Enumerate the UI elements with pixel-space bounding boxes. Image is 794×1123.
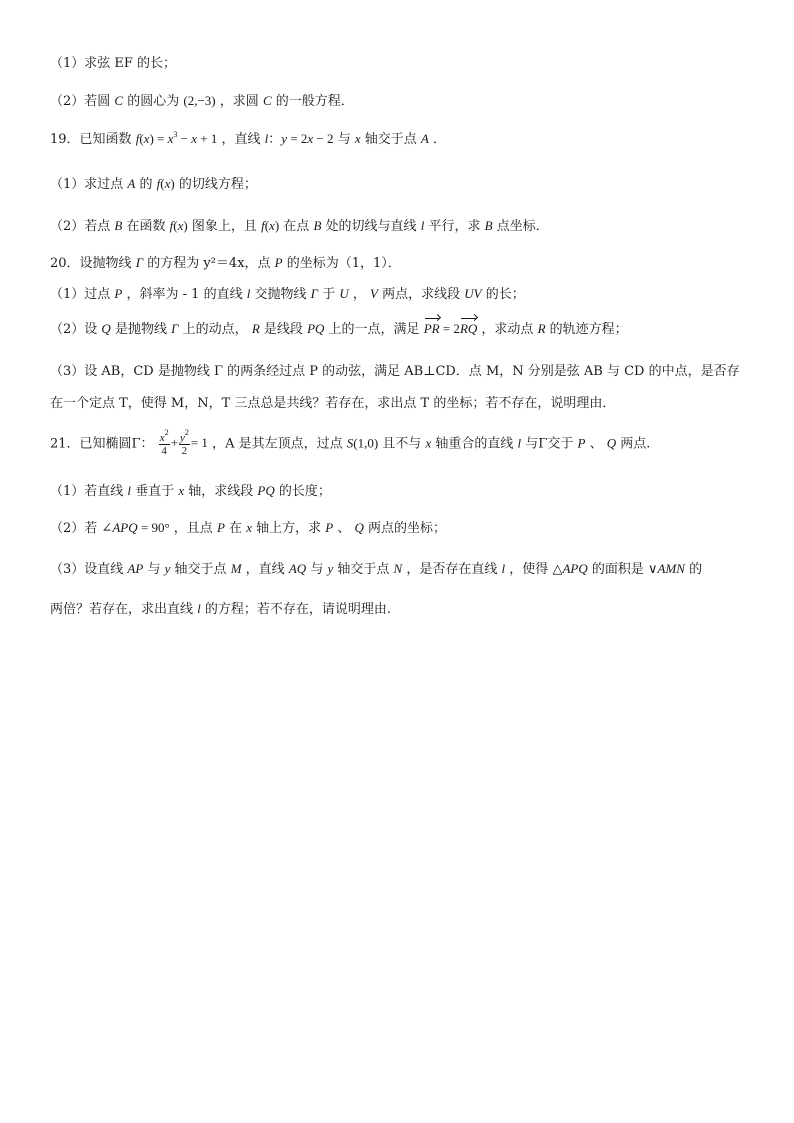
t: （2）若点 xyxy=(50,219,111,234)
q21-part2 xyxy=(50,519,750,538)
m: l xyxy=(127,483,132,498)
m: x xyxy=(425,435,432,451)
q18-part1-text: （1）求弦 EF 的长； xyxy=(50,56,177,71)
m: AQ xyxy=(288,561,307,576)
t: 、 xyxy=(337,521,351,536)
t: ，且点 xyxy=(173,521,213,536)
q21-part1 xyxy=(50,482,750,501)
t: 两点的坐标； xyxy=(368,521,447,536)
m: l xyxy=(197,601,201,616)
t: 20．设抛物线 xyxy=(50,256,132,271)
m: l xyxy=(501,561,506,576)
t: 的长度； xyxy=(278,484,331,499)
t: ，直线 xyxy=(245,562,285,577)
t: ，A 是其左顶点，过点 xyxy=(212,436,343,452)
m: x xyxy=(246,520,252,535)
q20-part2 xyxy=(50,320,750,339)
m: △APQ xyxy=(552,561,588,576)
t: 是线段 xyxy=(263,322,303,337)
t: 轴交于点 xyxy=(337,562,390,577)
m: A xyxy=(420,131,429,146)
m: l：y = 2x − 2 xyxy=(264,131,334,146)
t: 与Γ交于 xyxy=(525,436,574,452)
t: （1）求过点 xyxy=(50,177,124,192)
m: P xyxy=(114,286,123,301)
t: 两点，求线段 xyxy=(382,287,461,302)
t: 的方程为 y²＝4x，点 xyxy=(147,256,271,271)
q18-part2 xyxy=(50,92,750,111)
m: l xyxy=(246,286,251,301)
t: 轴上方，求 xyxy=(256,521,322,536)
t: ，斜率为 - 1 的直线 xyxy=(126,287,243,302)
t: 轴交于点 xyxy=(364,132,417,147)
m: l xyxy=(420,218,425,233)
t: 的 xyxy=(139,177,153,192)
m: ∠APQ = 90° xyxy=(101,520,170,535)
t: （2）若圆 xyxy=(50,94,111,109)
t: 是抛物线 xyxy=(114,322,167,337)
m: y xyxy=(327,561,334,576)
q21-stem xyxy=(50,428,750,457)
q19-part2 xyxy=(50,217,750,236)
t: 交抛物线 xyxy=(254,287,307,302)
m: x xyxy=(178,483,185,498)
t: ． xyxy=(433,132,447,147)
t: 两倍？若存在，求出直线 xyxy=(50,602,194,617)
m: f(x) xyxy=(169,218,188,233)
t: （2）若 xyxy=(50,521,98,536)
m: Q xyxy=(354,520,364,535)
m: P xyxy=(325,520,334,535)
q21-part3 xyxy=(50,560,750,579)
m: $f(x) = x^3 - x + 1$ xyxy=(135,130,218,146)
t: 点坐标． xyxy=(496,219,549,234)
m: R xyxy=(537,321,546,336)
t: 的切线方程； xyxy=(178,177,257,192)
t: 上的一点，满足 xyxy=(328,322,420,337)
t: ，求圆 xyxy=(219,94,259,109)
m: UV xyxy=(464,286,482,301)
t: 的轨迹方程； xyxy=(549,322,628,337)
m: PQ xyxy=(257,483,275,498)
t: 且不与 xyxy=(382,436,422,452)
t: 的 xyxy=(689,562,703,577)
t: 与 xyxy=(337,132,351,147)
m: A xyxy=(127,176,136,191)
m: R xyxy=(251,321,260,336)
t: 19．已知函数 xyxy=(50,132,132,147)
m: $\frac{x^2}{4}$ + $\frac{y^2}{2}$ = 1 xyxy=(159,428,208,457)
q20-part3 xyxy=(50,356,750,420)
m: Γ xyxy=(135,255,144,270)
m: AP xyxy=(127,561,144,576)
t: 轴重合的直线 xyxy=(435,436,514,452)
m: Γ xyxy=(171,321,179,336)
m: f(x) xyxy=(261,218,280,233)
t: 两点. xyxy=(620,436,651,452)
t: ，使得 xyxy=(509,562,549,577)
m: PQ xyxy=(307,321,325,336)
t: ，直线 xyxy=(221,132,261,147)
t: 的圆心为 xyxy=(127,94,180,109)
t: 上的动点， xyxy=(182,322,248,337)
q18-part1 xyxy=(50,55,750,73)
t: 在 xyxy=(229,521,243,536)
t: 轴交于点 xyxy=(174,562,227,577)
t: 与 xyxy=(147,562,161,577)
m: B xyxy=(114,218,123,233)
t: 与 xyxy=(310,562,324,577)
m: U xyxy=(339,286,349,301)
m: l xyxy=(517,435,522,451)
t: （1）若直线 xyxy=(50,484,124,499)
m: P xyxy=(216,520,225,535)
m: C xyxy=(262,93,272,108)
m: S(1,0) xyxy=(346,435,379,451)
m: Q xyxy=(606,435,617,451)
m: V xyxy=(370,286,378,301)
t: 在点 xyxy=(283,219,310,234)
t: ，是否存在直线 xyxy=(406,562,498,577)
m: Γ xyxy=(310,286,319,301)
t: 、 xyxy=(589,436,603,452)
m: Q xyxy=(101,321,111,336)
m: N xyxy=(393,561,403,576)
q19-part1 xyxy=(50,175,750,194)
q21-part3-cont xyxy=(50,600,750,619)
t: （3）设 AB，CD 是抛物线 Γ 的两条经过点 P 的动弦，满足 AB⊥CD．点 M，N 分别是弦 AB 与 CD 的中点，是否存在一个定点 T，使得 M，N，T 三点总是共线？若存在，求出点 T 的坐标；若不存在，说明理由． xyxy=(50,364,740,411)
t: 的长； xyxy=(485,287,525,302)
t: （1）过点 xyxy=(50,287,111,302)
m: C xyxy=(114,93,124,108)
m: PR = 2RQ xyxy=(423,321,478,336)
t: ，求动点 xyxy=(481,322,534,337)
t: 轴，求线段 xyxy=(188,484,254,499)
t: 的面积是 xyxy=(591,562,644,577)
m: M xyxy=(230,561,242,576)
t: （2）设 xyxy=(50,322,98,337)
m: B xyxy=(313,218,322,233)
m: f(x) xyxy=(156,176,175,191)
t: 的方程；若不存在，请说明理由. xyxy=(204,602,392,617)
t: 平行，求 xyxy=(428,219,481,234)
t: （3）设直线 xyxy=(50,562,124,577)
m: P xyxy=(274,255,283,270)
q20-part1 xyxy=(50,285,750,304)
t: 图象上，且 xyxy=(191,219,257,234)
t: 21．已知椭圆Γ： xyxy=(50,436,154,452)
t: 处的切线与直线 xyxy=(325,219,417,234)
t: 在函数 xyxy=(126,219,166,234)
m: B xyxy=(484,218,493,233)
q19-stem xyxy=(50,130,750,149)
m: (2,−3) xyxy=(183,93,216,108)
m: P xyxy=(577,435,586,451)
q20-stem xyxy=(50,254,750,273)
t: 垂直于 xyxy=(135,484,175,499)
m: y xyxy=(164,561,171,576)
t: 的一般方程． xyxy=(275,94,354,109)
m: ∨AMN xyxy=(648,561,685,576)
t: 于 xyxy=(322,287,336,302)
m: x xyxy=(354,131,361,146)
t: 的坐标为（1，1）． xyxy=(286,256,401,271)
t: ， xyxy=(352,287,366,302)
